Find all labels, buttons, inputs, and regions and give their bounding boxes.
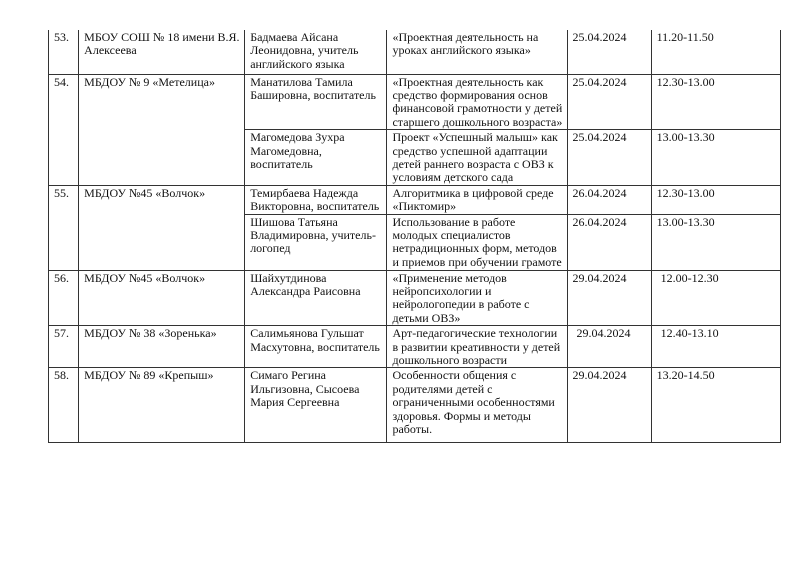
- topic: «Проектная деятельность на уроках английского языка»: [387, 30, 567, 74]
- topic: Использование в работе молодых специалистов нетрадиционных форм, методов и приемов при обучении грамоте: [387, 214, 567, 270]
- time: 12.40-13.10: [651, 326, 780, 368]
- row-number: 54.: [49, 74, 79, 185]
- date: 29.04.2024: [567, 326, 651, 368]
- row-number: 56.: [49, 270, 79, 326]
- row-number: 55.: [49, 185, 79, 270]
- topic: Арт-педагогические технологии в развитии креативности у детей дошкольного возрасти: [387, 326, 567, 368]
- table-row: [49, 30, 781, 74]
- date: 26.04.2024: [567, 185, 651, 214]
- topic: «Применение методов нейропсихологии и нейрологопедии в работе с детьми ОВЗ»: [387, 270, 567, 326]
- date: 25.04.2024: [567, 130, 651, 186]
- row-number: 57.: [49, 326, 79, 368]
- date: 25.04.2024: [567, 74, 651, 130]
- organization: МБДОУ № 38 «Зоренька»: [79, 326, 245, 368]
- time: 13.20-14.50: [651, 368, 780, 443]
- table-row: [49, 270, 781, 326]
- table-row: [49, 185, 781, 214]
- table-row: [49, 326, 781, 368]
- date: 29.04.2024: [567, 368, 651, 443]
- organization: МБДОУ № 9 «Метелица»: [79, 74, 245, 185]
- row-number: 53.: [49, 30, 79, 74]
- topic: «Проектная деятельность как средство формирования основ финансовой грамотности у детей старшего дошкольного возраста»: [387, 74, 567, 130]
- person: Шайхутдинова Александра Раисовна: [245, 270, 387, 326]
- person: Бадмаева Айсана Леонидовна, учитель английского языка: [245, 30, 387, 74]
- date: 29.04.2024: [567, 270, 651, 326]
- organization: МБОУ СОШ № 18 имени В.Я. Алексеева: [79, 30, 245, 74]
- person: Шишова Татьяна Владимировна, учитель-логопед: [245, 214, 387, 270]
- table-row: [49, 368, 781, 443]
- person: Манатилова Тамила Башировна, воспитатель: [245, 74, 387, 130]
- topic: Особенности общения с родителями детей с ограниченными особенностями здоровья. Формы и методы работы.: [387, 368, 567, 443]
- topic: Алгоритмика в цифровой среде «Пиктомир»: [387, 185, 567, 214]
- organization: МБДОУ №45 «Волчок»: [79, 185, 245, 270]
- topic: Проект «Успешный малыш» как средство успешной адаптации детей раннего возраста с ОВЗ к условиям детского сада: [387, 130, 567, 186]
- row-number: 58.: [49, 368, 79, 443]
- date: 26.04.2024: [567, 214, 651, 270]
- table-row: [49, 74, 781, 130]
- organization: МБДОУ № 89 «Крепыш»: [79, 368, 245, 443]
- time: 12.00-12.30: [651, 270, 780, 326]
- time: 12.30-13.00: [651, 74, 780, 130]
- person: Темирбаева Надежда Викторовна, воспитатель: [245, 185, 387, 214]
- events-table: [48, 30, 781, 443]
- time: 12.30-13.00: [651, 185, 780, 214]
- time: 13.00-13.30: [651, 130, 780, 186]
- person: Симаго Регина Ильгизовна, Сысоева Мария Сергеевна: [245, 368, 387, 443]
- organization: МБДОУ №45 «Волчок»: [79, 270, 245, 326]
- time: 11.20-11.50: [651, 30, 780, 74]
- person: Магомедова Зухра Магомедовна, воспитатель: [245, 130, 387, 186]
- date: 25.04.2024: [567, 30, 651, 74]
- time: 13.00-13.30: [651, 214, 780, 270]
- person: Салимьянова Гульшат Масхутовна, воспитатель: [245, 326, 387, 368]
